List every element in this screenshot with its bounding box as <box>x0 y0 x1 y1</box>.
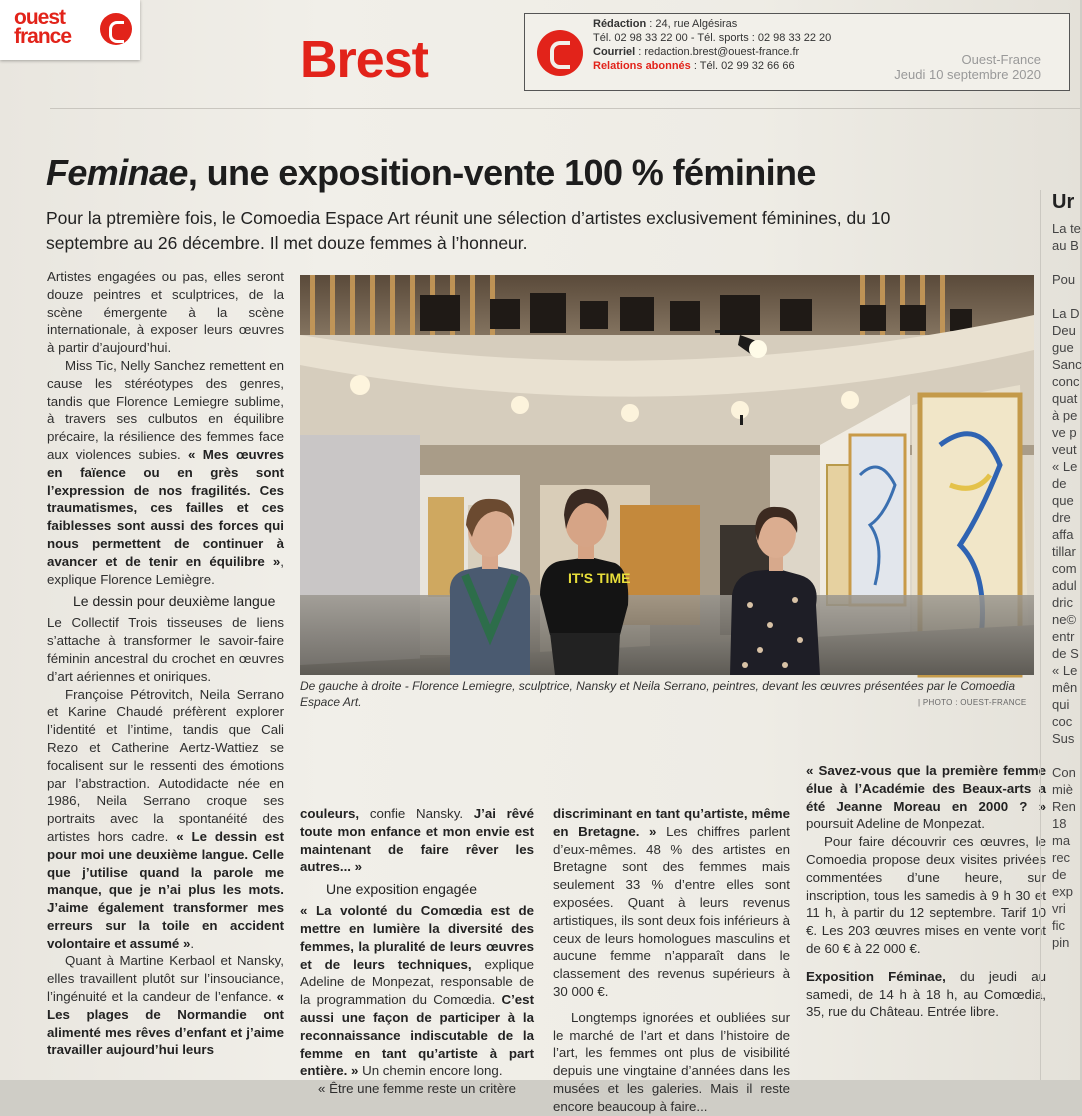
next-article-line: Deu <box>1052 323 1076 338</box>
next-article-line: vri <box>1052 901 1066 916</box>
ouest-france-mark-icon <box>537 30 583 76</box>
paragraph: Le Collectif Trois tisseuses de liens s’attache à transformer le savoir-faire féminin ancestral du crochet en œuvres d’art aériennes et oniriques. <box>47 615 284 684</box>
publication-date: Jeudi 10 septembre 2020 <box>894 67 1041 82</box>
photo-credit: | PHOTO : OUEST-FRANCE <box>918 698 1027 707</box>
next-article-line: de <box>1052 867 1067 882</box>
next-article-heading: Ur <box>1052 191 1075 213</box>
info-line-subscribers: Relations abonnés : Tél. 02 99 32 66 66 <box>593 60 795 72</box>
info-line-redaction: Rédaction : 24, rue Algésiras <box>593 18 738 30</box>
column-divider <box>1040 190 1041 1080</box>
next-article-line: pin <box>1052 935 1070 950</box>
logo-line-france: france <box>14 25 72 48</box>
article-column-3 <box>553 805 790 1116</box>
next-article-lines <box>1052 220 1082 951</box>
info-line-email: Courriel : redaction.brest@ouest-france.fr <box>593 46 800 58</box>
next-article-line: La D <box>1052 306 1080 321</box>
logo-wordmark <box>14 8 71 46</box>
next-article-line: Pou <box>1052 272 1076 287</box>
next-article-fragment <box>1052 190 1082 951</box>
next-article-line: Con <box>1052 765 1076 780</box>
next-article-line: « Le <box>1052 459 1078 474</box>
newsroom-contacts <box>593 17 831 73</box>
next-article-line: coc <box>1052 714 1073 729</box>
article-lead: Pour la ptremière fois, le Comoedia Espace Art réunit une sélection d’artistes exclusivement féminines, du 10 septembre au 26 décembre. Il met douze femmes à l’honneur. <box>46 208 891 253</box>
next-article-line: dric <box>1052 595 1073 610</box>
paragraph: Miss Tic, Nelly Sanchez remettent en cause les stéréotypes des genres, tandis que Florence Lemiegre sublime, à travers ses culbutos en équilibre précaire, la résilience des femmes face aux violences subies. « Mes œuvres en faïence ou en grès sont l’expression de nos fragilités. Ces traumatismes, ces failles et ces faiblesses sont aussi des forces qui nous permettent de continuer à avancer et de tenir en équilibre », explique Florence Lemiègre. <box>47 357 285 587</box>
next-article-line: rec <box>1052 850 1071 865</box>
publication-name: Ouest-France <box>961 52 1041 67</box>
next-article-line: « Le <box>1052 663 1078 678</box>
photo-caption: De gauche à droite - Florence Lemiegre, sculptrice, Nansky et Neila Serrano, peintres, devant les œuvres présentées par le Comoedia Espace Art. <box>300 679 1016 709</box>
paragraph: « Être une femme reste un critère <box>318 1081 517 1097</box>
next-article-line: de <box>1052 476 1067 491</box>
next-article-line: conc <box>1052 374 1080 389</box>
next-article-line: que <box>1052 493 1074 508</box>
headline-italic: Feminae <box>46 152 188 193</box>
next-article-line: entr <box>1052 629 1075 644</box>
paragraph: Françoise Pétrovitch, Neila Serrano et Karine Chaudé préfèrent explorer l’identité et l’intime, tandis que Cali Rezo et Catherine Aertz-Wattiez se focalisent sur le ressenti des émotions par l’abstraction. Autodidacte née en 1986, Neila Serrano croque ses portraits avec la spontanéité des artistes hors cadre. « Le dessin est pour moi une deuxième langue. Celle que j’utilise quand la parole me manque, que je n’ai plus les mots. J’aime également transformer mes erreurs sur la toile en accident volontaire et assumé ». <box>47 686 285 951</box>
next-article-line <box>1052 747 1082 764</box>
paragraph: « La volonté du Comœdia est de mettre en lumière la diversité des femmes, la pluralité de leurs œuvres et de leurs techniques, explique Adeline de Monpezat, responsable de la programmation du Comœdia. C’est aussi une façon de participer à la reconnaissance indiscutable de la femme en tant qu’artiste à part entière. » Un chemin encore long. <box>300 903 535 1079</box>
subheading-exposition: Une exposition engagée <box>326 881 478 898</box>
next-article-line: adul <box>1052 578 1077 593</box>
next-article-line: Sanc <box>1052 357 1082 372</box>
header-divider <box>50 108 1080 109</box>
next-article-line: exp <box>1052 884 1073 899</box>
next-article-line: miè <box>1052 782 1073 797</box>
article-column-4 <box>806 762 1046 1021</box>
next-article-line: ma <box>1052 833 1071 848</box>
paragraph: discriminant en tant qu’artiste, même en Bretagne. » Les chiffres parlent d’eux-mêmes. 48 % des artistes en Bretagne sont des femmes mais seulement 33 % d’entre elles sont exposées. Quant à leurs revenus artistiques, ils sont deux fois inférieurs à ceux de leurs homologues masculins et aucune femme n’apparaît dans le classement des revenus supérieurs à 30 000 €. <box>553 806 791 999</box>
next-article-line <box>1052 288 1082 305</box>
article-column-2 <box>300 805 534 1098</box>
article-headline <box>46 152 816 194</box>
logo-mark-icon <box>100 13 132 45</box>
logo-line-ouest: ouest <box>14 6 66 29</box>
paragraph: Longtemps ignorées et oubliées sur le marché de l’art et dans l’histoire de l’art, les femmes ont plus de visibilité depuis une vingtaine d’années dans les musées et les galeries. Mais il reste encore beaucoup à faire... <box>553 1009 790 1114</box>
paragraph: Pour faire découvrir ces œuvres, le Comoedia propose deux visites privées commentées d’une heure, sur inscription, tous les samedis à 9 h 30 et 11 h, à partir du 12 septembre. Tarif 10 €. Les 203 œuvres mises en vente vont de 60 € à 22 000 €. <box>806 834 1046 956</box>
paragraph: Artistes engagées ou pas, elles seront douze peintres et sculptrices, de la scène émergente à la scène internationale, à exposer leurs œuvres à partir d’aujourd’hui. <box>47 269 284 356</box>
next-article-line: dre <box>1052 510 1071 525</box>
next-article-line: com <box>1052 561 1077 576</box>
publication-date-block <box>894 52 1041 82</box>
next-article-line: ne© <box>1052 612 1077 627</box>
tshirt-text: IT'S TIME <box>568 570 631 586</box>
next-article-line: Sus <box>1052 731 1075 746</box>
subheading-dessin: Le dessin pour deuxième langue <box>73 593 276 610</box>
paragraph: Quant à Martine Kerbaol et Nansky, elles travaillent plutôt sur l’insouciance, l’ingénuité et la candeur de l’enfance. « Les plages de Normandie ont alimenté mes rêves d’enfant et j’aime travailler aujourd’hui leurs <box>47 953 284 1058</box>
next-article-line <box>1052 254 1082 271</box>
next-article-line: à pe <box>1052 408 1078 423</box>
headline-rest: , une exposition-vente 100 % féminine <box>187 152 816 193</box>
info-line-phone: Tél. 02 98 33 22 00 - Tél. sports : 02 98 33 22 20 <box>593 32 832 44</box>
next-article-line: La te <box>1052 221 1081 236</box>
section-city-title: Brest <box>300 31 428 89</box>
paragraph: couleurs, confie Nansky. J’ai rêvé toute mon enfance et mon envie est maintenant de faire rêver les autres... » <box>300 806 534 875</box>
gallery-photo <box>300 275 1034 675</box>
next-article-line: mên <box>1052 680 1078 695</box>
paragraph: « Savez-vous que la première femme élue à l’Académie des Beaux-arts a été Jeanne Moreau en 2000 ? » poursuit Adeline de Monpezat. <box>806 763 1046 832</box>
next-article-line: 18 <box>1052 816 1067 831</box>
next-article-line: tillar <box>1052 544 1076 559</box>
next-article-line: qui <box>1052 697 1070 712</box>
event-info: Exposition Féminae, du jeudi au samedi, de 14 h à 18 h, au Comœdia, 35, rue du Château. Entrée libre. <box>806 968 1046 1020</box>
gallery-photo-illustration <box>300 275 1034 675</box>
next-article-line: Ren <box>1052 799 1076 814</box>
next-article-line: fic <box>1052 918 1065 933</box>
next-article-line: au B <box>1052 238 1079 253</box>
next-article-line: quat <box>1052 391 1078 406</box>
next-article-line: ve p <box>1052 425 1077 440</box>
next-article-line: de S <box>1052 646 1079 661</box>
next-article-line: veut <box>1052 442 1077 457</box>
next-article-line: affa <box>1052 527 1074 542</box>
newsroom-info-box <box>524 13 1070 91</box>
next-article-line: gue <box>1052 340 1074 355</box>
article-column-1 <box>47 268 284 1059</box>
ouest-france-logo <box>0 0 140 60</box>
